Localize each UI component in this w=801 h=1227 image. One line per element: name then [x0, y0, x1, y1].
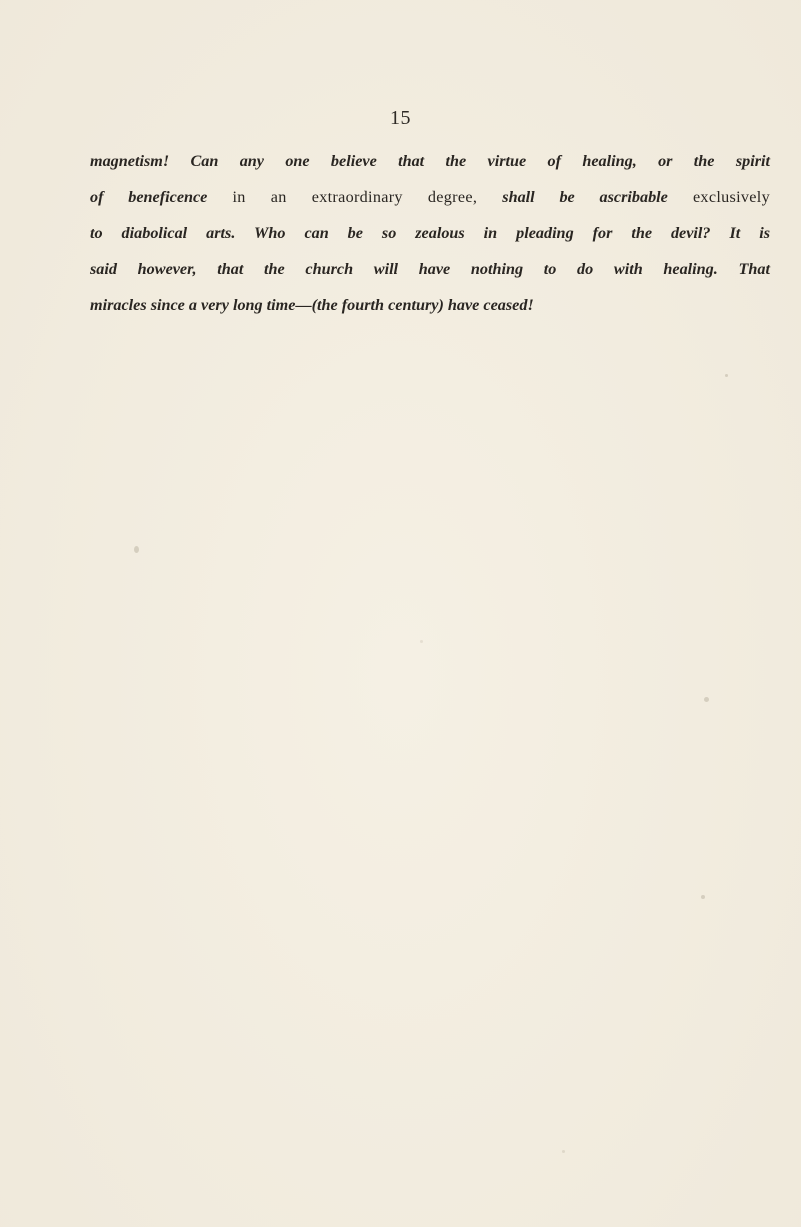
text-line-5: miracles since a very long time—(the fourth century) have ceased! — [90, 296, 534, 314]
text-line-3: to diabolical arts. Who can be so zealous in pleading for the devil? It is — [90, 224, 770, 242]
text-line-1: magnetism! Can any one believe that the virtue of healing, or the spirit — [90, 152, 770, 170]
paper-speck — [704, 697, 709, 702]
text-line-2-roman-a: in an extraordinary degree, — [207, 188, 503, 206]
paper-speck — [725, 374, 728, 377]
text-line-2-italic-b: shall be ascribable — [502, 188, 668, 206]
paper-speck — [134, 546, 139, 553]
body-paragraph — [90, 143, 770, 323]
text-line-2-roman-b: exclusively — [667, 188, 770, 206]
text-line-4: said however, that the church will have nothing to do with healing. That — [90, 260, 770, 278]
paper-speck — [420, 640, 423, 643]
paper-speck — [701, 895, 705, 899]
text-line-2-italic-a: of beneficence — [90, 188, 208, 206]
paper-speck — [562, 1150, 565, 1153]
page-number: 15 — [390, 107, 411, 129]
text-line-2 — [90, 179, 770, 215]
